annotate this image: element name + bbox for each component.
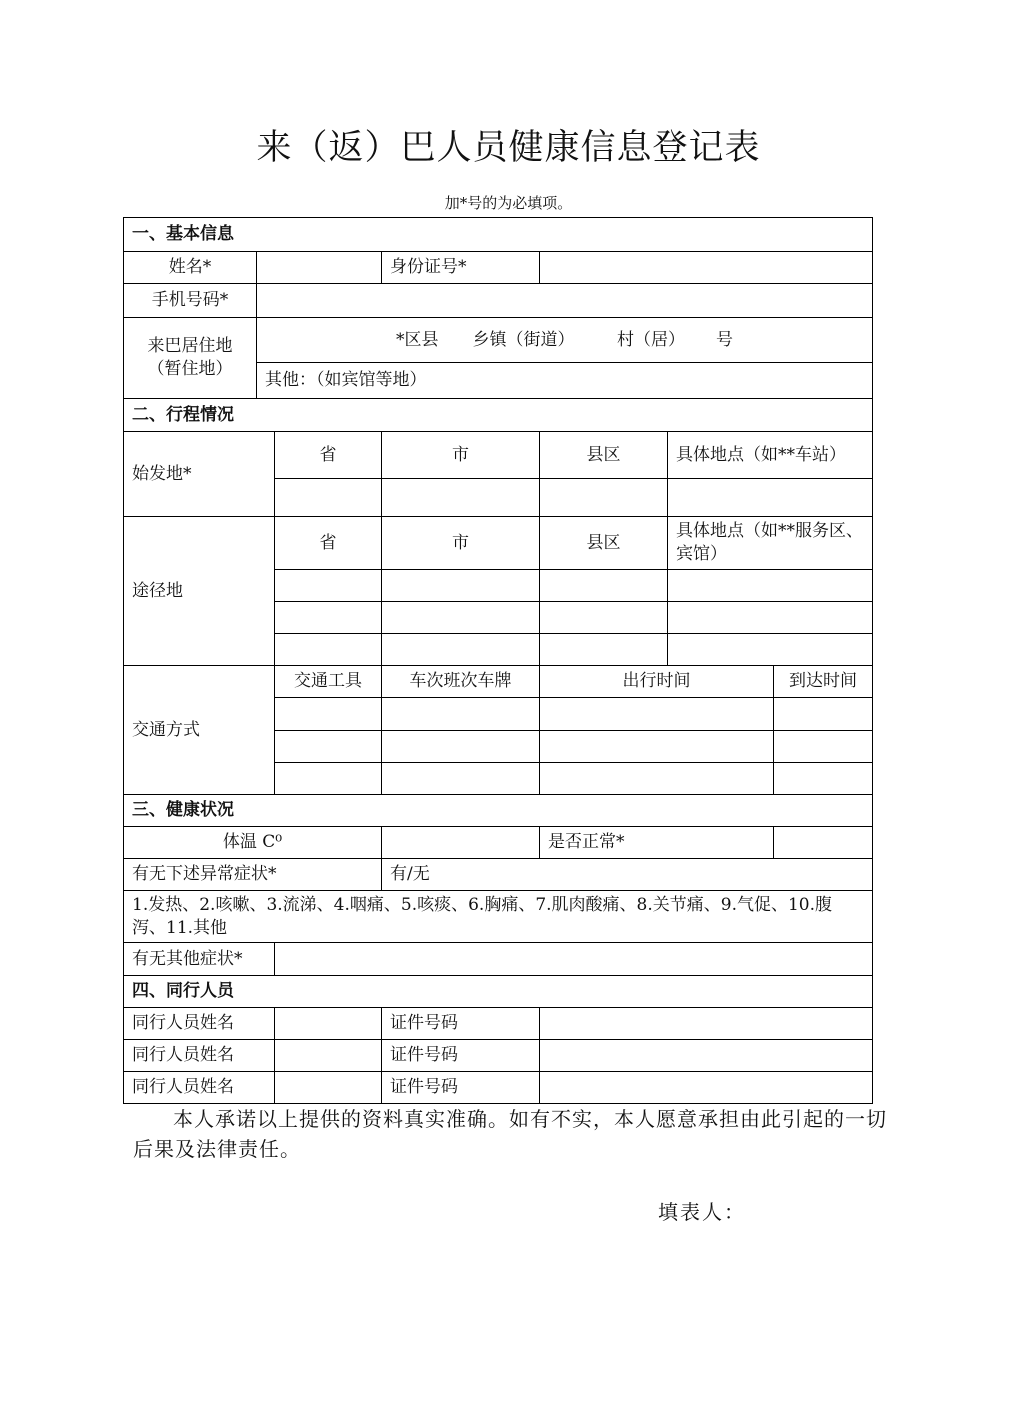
other-symptom-field[interactable] xyxy=(275,943,873,976)
transport-col-number: 车次班次车牌 xyxy=(382,666,540,698)
transport-vehicle-field[interactable] xyxy=(275,698,382,731)
transport-col-depart: 出行时间 xyxy=(540,666,774,698)
transport-depart-field[interactable] xyxy=(540,731,774,763)
route-province-field[interactable] xyxy=(275,602,382,634)
route-col-place: 具体地点（如**服务区、宾馆） xyxy=(668,517,873,570)
transport-number-field[interactable] xyxy=(382,763,540,795)
route-place-field[interactable] xyxy=(668,602,873,634)
section-companions-header: 四、同行人员 xyxy=(124,976,873,1008)
route-city-field[interactable] xyxy=(382,570,540,602)
temperature-field[interactable] xyxy=(382,827,540,859)
temperature-label: 体温 C⁰ xyxy=(124,827,382,859)
route-place-field[interactable] xyxy=(668,634,873,666)
transport-arrive-field[interactable] xyxy=(774,731,873,763)
companion-id-field[interactable] xyxy=(540,1072,873,1104)
origin-province-field[interactable] xyxy=(275,479,382,517)
section-basic-header: 一、基本信息 xyxy=(124,218,873,252)
form-title: 来（返）巴人员健康信息登记表 xyxy=(256,128,761,168)
companion-name-field[interactable] xyxy=(275,1040,382,1072)
transport-depart-field[interactable] xyxy=(540,763,774,795)
origin-city-field[interactable] xyxy=(382,479,540,517)
route-province-field[interactable] xyxy=(275,634,382,666)
residence-label: 来巴居住地（暂住地） xyxy=(124,318,257,399)
signer-label: 填表人： xyxy=(658,1200,746,1224)
transport-label: 交通方式 xyxy=(124,666,275,795)
transport-col-vehicle: 交通工具 xyxy=(275,666,382,698)
companion-id-field[interactable] xyxy=(540,1040,873,1072)
residence-other-field[interactable]: 其他：（如宾馆等地） xyxy=(257,363,873,399)
transport-depart-field[interactable] xyxy=(540,698,774,731)
transport-vehicle-field[interactable] xyxy=(275,763,382,795)
normal-label: 是否正常* xyxy=(540,827,774,859)
origin-label: 始发地* xyxy=(124,432,275,517)
registration-form xyxy=(123,217,873,1104)
route-county-field[interactable] xyxy=(540,634,668,666)
origin-col-county: 县区 xyxy=(540,432,668,479)
name-field[interactable] xyxy=(257,252,382,284)
route-label: 途径地 xyxy=(124,517,275,666)
required-note: 加*号的为必填项。 xyxy=(444,194,573,212)
origin-place-field[interactable] xyxy=(668,479,873,517)
route-county-field[interactable] xyxy=(540,570,668,602)
transport-arrive-field[interactable] xyxy=(774,698,873,731)
companion-id-label: 证件号码 xyxy=(382,1008,540,1040)
section-trip-header: 二、行程情况 xyxy=(124,399,873,432)
companion-id-label: 证件号码 xyxy=(382,1072,540,1104)
route-province-field[interactable] xyxy=(275,570,382,602)
route-col-province: 省 xyxy=(275,517,382,570)
origin-county-field[interactable] xyxy=(540,479,668,517)
route-city-field[interactable] xyxy=(382,634,540,666)
route-col-city: 市 xyxy=(382,517,540,570)
companion-name-field[interactable] xyxy=(275,1008,382,1040)
commitment-statement: 本人承诺以上提供的资料真实准确。如有不实，本人愿意承担由此引起的一切后果及法律责任。 xyxy=(133,1107,887,1161)
other-symptom-label: 有无其他症状* xyxy=(124,943,275,976)
transport-number-field[interactable] xyxy=(382,698,540,731)
companion-name-label: 同行人员姓名 xyxy=(124,1040,275,1072)
symptom-label: 有无下述异常症状* xyxy=(124,859,382,891)
normal-field[interactable] xyxy=(774,827,873,859)
transport-col-arrive: 到达时间 xyxy=(774,666,873,698)
symptom-field[interactable]: 有/无 xyxy=(382,859,873,891)
companion-name-label: 同行人员姓名 xyxy=(124,1008,275,1040)
origin-col-province: 省 xyxy=(275,432,382,479)
transport-vehicle-field[interactable] xyxy=(275,731,382,763)
phone-label: 手机号码* xyxy=(124,284,257,318)
name-label: 姓名* xyxy=(124,252,257,284)
route-city-field[interactable] xyxy=(382,602,540,634)
companion-id-label: 证件号码 xyxy=(382,1040,540,1072)
origin-col-place: 具体地点（如**车站） xyxy=(668,432,873,479)
residence-address-field[interactable]: *区县 乡镇（街道） 村（居） 号 xyxy=(257,318,873,363)
symptom-list: 1.发热、2.咳嗽、3.流涕、4.咽痛、5.咳痰、6.胸痛、7.肌肉酸痛、8.关节痛、9.气促、10.腹泻、11.其他 xyxy=(124,891,873,943)
route-place-field[interactable] xyxy=(668,570,873,602)
id-number-field[interactable] xyxy=(540,252,873,284)
section-health-header: 三、健康状况 xyxy=(124,795,873,827)
companion-name-label: 同行人员姓名 xyxy=(124,1072,275,1104)
route-county-field[interactable] xyxy=(540,602,668,634)
companion-name-field[interactable] xyxy=(275,1072,382,1104)
phone-field[interactable] xyxy=(257,284,873,318)
id-number-label: 身份证号* xyxy=(382,252,540,284)
route-col-county: 县区 xyxy=(540,517,668,570)
transport-number-field[interactable] xyxy=(382,731,540,763)
origin-col-city: 市 xyxy=(382,432,540,479)
companion-id-field[interactable] xyxy=(540,1008,873,1040)
transport-arrive-field[interactable] xyxy=(774,763,873,795)
